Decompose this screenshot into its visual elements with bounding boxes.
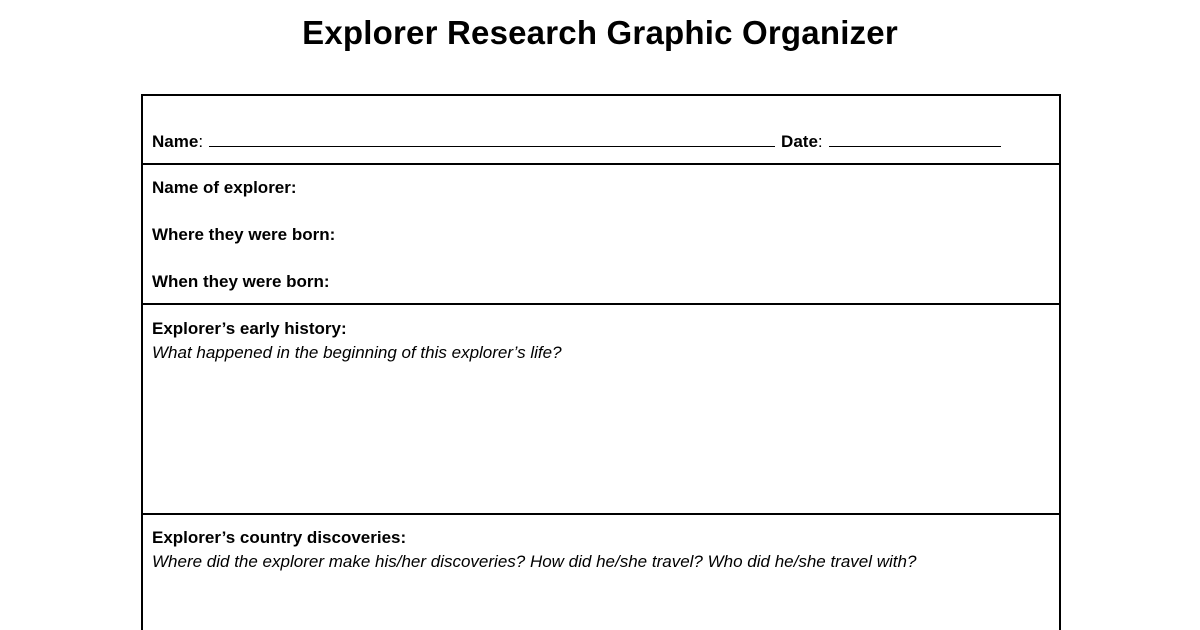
date-label: Date (781, 132, 818, 151)
name-label: Name (152, 132, 199, 151)
birthplace-label: Where they were born: (152, 225, 336, 244)
discoveries-prompt: Where did the explorer make his/her discoveries? How did he/she travel? Who did he/she travel with? (152, 552, 917, 571)
date-colon: : (817, 132, 823, 151)
discoveries-row (143, 515, 1059, 630)
date-blank-line[interactable] (829, 132, 1001, 147)
explorer-name-label: Name of explorer: (152, 178, 297, 197)
page-title: Explorer Research Graphic Organizer (302, 14, 898, 51)
name-colon: : (198, 132, 204, 151)
header-row (143, 96, 1059, 165)
name-blank-line[interactable] (209, 132, 775, 147)
organizer-table (141, 94, 1061, 630)
birthdate-label: When they were born: (152, 272, 330, 291)
early-history-prompt: What happened in the beginning of this explorer’s life? (152, 343, 562, 362)
early-history-label: Explorer’s early history: (152, 319, 347, 338)
basics-row (143, 165, 1059, 305)
early-history-row (143, 305, 1059, 515)
discoveries-label: Explorer’s country discoveries: (152, 528, 407, 547)
name-date-line (152, 132, 1001, 152)
